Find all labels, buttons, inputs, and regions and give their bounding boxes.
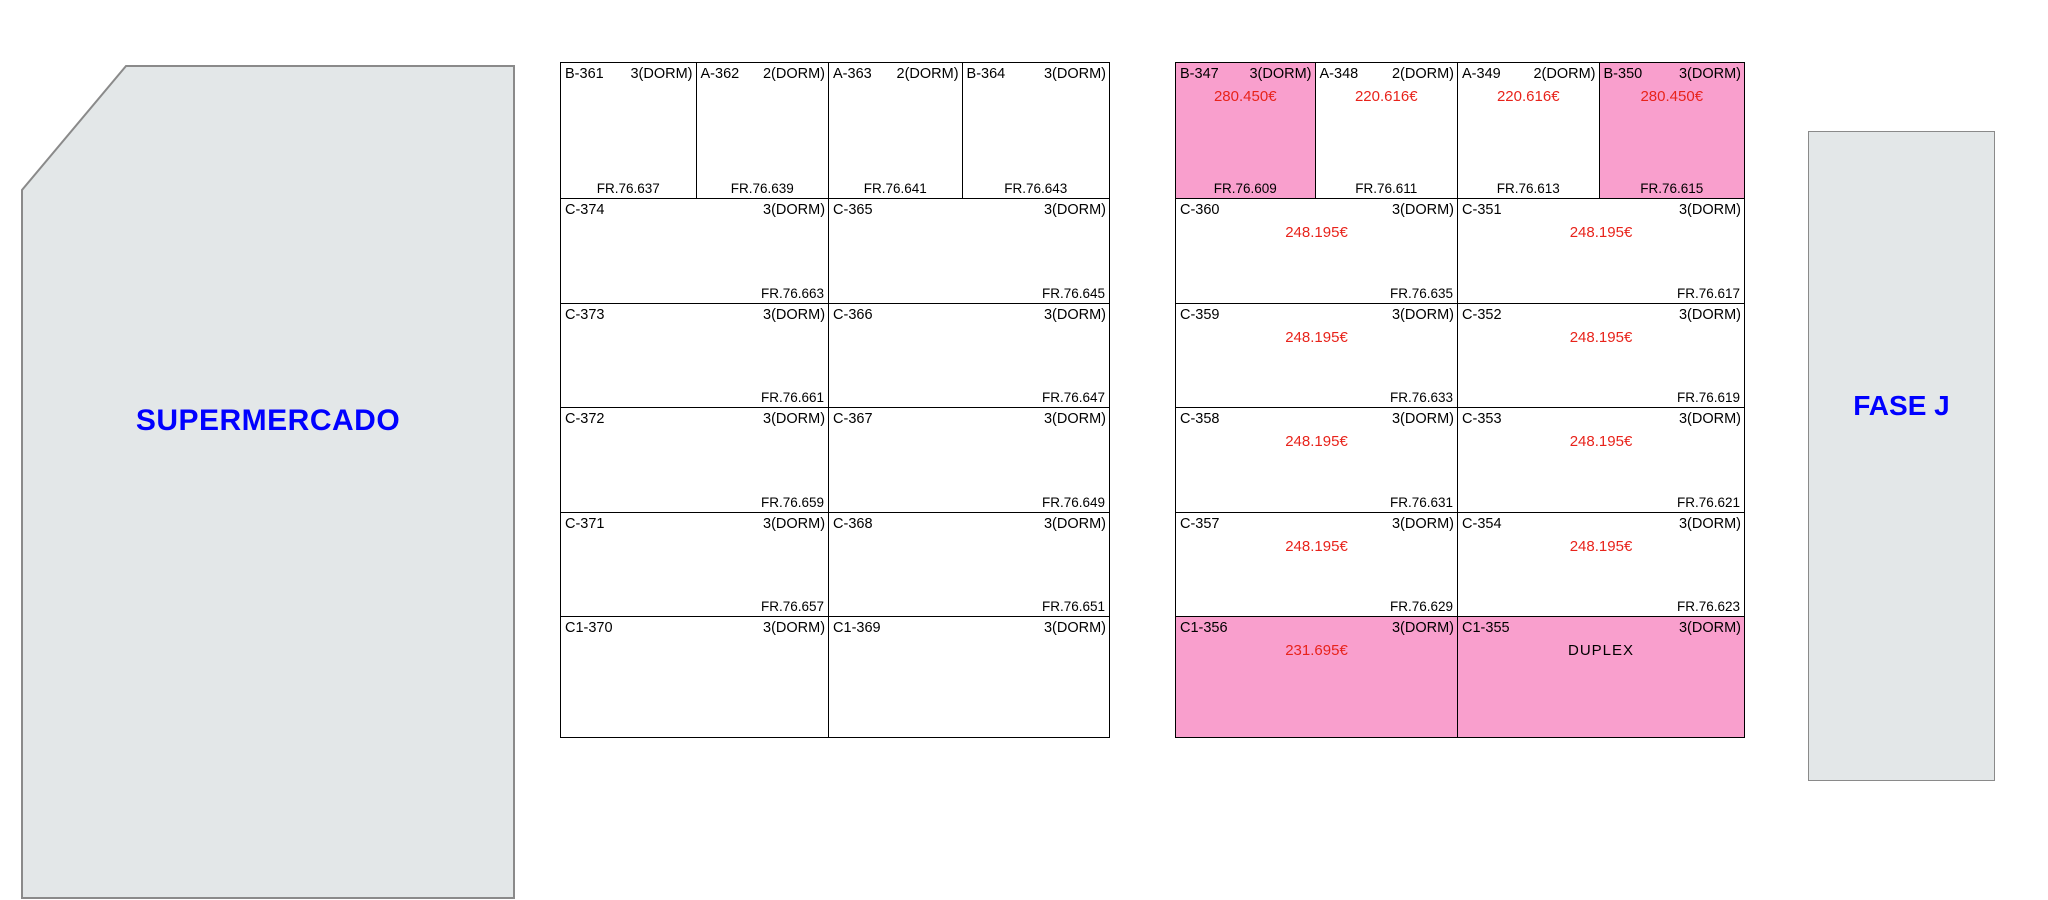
parcel-row — [561, 408, 1109, 513]
parcel-code: C-367 — [833, 411, 873, 427]
parcel-price: 231.695€ — [1285, 642, 1348, 659]
parcel-bedrooms: 3(DORM) — [1678, 411, 1741, 427]
parcel-code: C-359 — [1180, 307, 1220, 323]
parcel-cell[interactable] — [561, 199, 829, 303]
parcel-code: C-365 — [833, 202, 873, 218]
parcel-row — [1176, 513, 1744, 617]
parcel-cell[interactable] — [829, 408, 1109, 512]
parcel-registry-number: FR.76.623 — [1676, 599, 1740, 614]
parcel-code: B-347 — [1180, 66, 1219, 82]
parcel-price: 220.616€ — [1354, 88, 1418, 105]
parcel-code: C-360 — [1180, 202, 1220, 218]
parcel-bedrooms: 3(DORM) — [1678, 202, 1741, 218]
parcel-bedrooms: 2(DORM) — [762, 66, 826, 82]
parcel-price: 248.195€ — [1285, 224, 1348, 241]
parcel-bedrooms: 3(DORM) — [1391, 620, 1455, 636]
parcel-code: C-354 — [1462, 516, 1502, 532]
parcel-registry-number: FR.76.629 — [1389, 599, 1454, 614]
parcel-bedrooms: 3(DORM) — [1043, 202, 1106, 218]
parcel-bedrooms: 2(DORM) — [1391, 66, 1455, 82]
parcel-cell[interactable] — [1600, 63, 1744, 198]
parcel-code: A-363 — [833, 66, 872, 82]
parcel-cell[interactable] — [1458, 617, 1744, 737]
parcel-cell[interactable] — [1176, 63, 1316, 198]
parcel-cell[interactable] — [1458, 408, 1744, 512]
parcel-bedrooms: 3(DORM) — [1391, 516, 1455, 532]
parcel-registry-number: FR.76.641 — [863, 181, 927, 196]
parcel-code: C1-370 — [565, 620, 613, 636]
parcel-code: C-353 — [1462, 411, 1502, 427]
parcel-code: C-368 — [833, 516, 873, 532]
parcel-cell[interactable] — [829, 199, 1109, 303]
supermercado-text: SUPERMERCADO — [135, 404, 401, 437]
parcel-registry-number: FR.76.617 — [1676, 286, 1740, 301]
parcel-registry-number: FR.76.611 — [1355, 181, 1418, 196]
parcel-registry-number: FR.76.643 — [1004, 181, 1068, 196]
parcel-bedrooms: 3(DORM) — [1678, 307, 1741, 323]
parcel-bedrooms: 3(DORM) — [630, 66, 693, 82]
parcel-price: 248.195€ — [1285, 538, 1348, 555]
parcel-code: C1-369 — [833, 620, 881, 636]
parcel-row — [1176, 617, 1744, 737]
parcel-cell[interactable] — [1458, 199, 1744, 303]
supermercado-shape — [18, 62, 518, 900]
parcel-cell[interactable] — [1176, 304, 1458, 407]
parcel-registry-number: FR.76.645 — [1041, 286, 1105, 301]
parcel-cell[interactable] — [697, 63, 830, 198]
parcel-code: C-374 — [565, 202, 605, 218]
parcel-cell[interactable] — [1458, 304, 1744, 407]
parcel-block-right — [1175, 62, 1745, 738]
parcel-code: A-348 — [1319, 66, 1359, 82]
parcel-registry-number: FR.76.649 — [1041, 495, 1105, 510]
parcel-cell[interactable] — [963, 63, 1109, 198]
parcel-price: 248.195€ — [1285, 433, 1348, 450]
parcel-price: 220.616€ — [1496, 88, 1560, 105]
parcel-row — [1176, 199, 1744, 304]
parcel-cell[interactable] — [1458, 63, 1600, 198]
parcel-code: C1-356 — [1180, 620, 1228, 636]
parcel-cell[interactable] — [829, 304, 1109, 407]
parcel-code: C-366 — [833, 307, 873, 323]
parcel-cell[interactable] — [1176, 408, 1458, 512]
parcel-bedrooms: 2(DORM) — [896, 66, 959, 82]
parcel-bedrooms: 3(DORM) — [763, 202, 826, 218]
parcel-row — [561, 513, 1109, 617]
parcel-cell[interactable] — [829, 513, 1109, 616]
parcel-row — [1176, 408, 1744, 513]
parcel-registry-number: FR.76.609 — [1213, 181, 1277, 196]
parcel-cell[interactable] — [1458, 513, 1744, 616]
parcel-code: A-362 — [700, 66, 740, 82]
parcel-bedrooms: 3(DORM) — [1043, 620, 1106, 636]
parcel-cell[interactable] — [829, 617, 1109, 737]
parcel-cell[interactable] — [1176, 617, 1458, 737]
parcel-registry-number: FR.76.661 — [760, 390, 825, 405]
parcel-bedrooms: 3(DORM) — [1678, 620, 1741, 636]
parcel-cell[interactable] — [561, 304, 829, 407]
parcel-price: 248.195€ — [1569, 538, 1633, 555]
parcel-code: C-358 — [1180, 411, 1220, 427]
parcel-registry-number: FR.76.633 — [1389, 390, 1454, 405]
parcel-cell[interactable] — [561, 513, 829, 616]
parcel-registry-number: FR.76.619 — [1676, 390, 1740, 405]
parcel-bedrooms: 3(DORM) — [1678, 66, 1741, 82]
parcel-registry-number: FR.76.615 — [1640, 181, 1704, 196]
parcel-bedrooms: 3(DORM) — [763, 516, 826, 532]
parcel-code: A-349 — [1462, 66, 1501, 82]
parcel-code: C1-355 — [1462, 620, 1510, 636]
parcel-cell[interactable] — [1176, 199, 1458, 303]
parcel-bedrooms: 3(DORM) — [1043, 66, 1106, 82]
parcel-registry-number: FR.76.637 — [596, 181, 660, 196]
parcel-code: C-372 — [565, 411, 605, 427]
parcel-duplex-label: DUPLEX — [1567, 642, 1635, 659]
parcel-bedrooms: 2(DORM) — [1533, 66, 1596, 82]
parcel-cell[interactable] — [561, 617, 829, 737]
parcel-bedrooms: 3(DORM) — [1391, 411, 1455, 427]
parcel-code: C-357 — [1180, 516, 1220, 532]
parcel-bedrooms: 3(DORM) — [1043, 516, 1106, 532]
parcel-bedrooms: 3(DORM) — [1391, 307, 1455, 323]
parcel-cell[interactable] — [561, 63, 697, 198]
parcel-row — [561, 304, 1109, 408]
parcel-registry-number: FR.76.659 — [760, 495, 825, 510]
parcel-cell[interactable] — [1316, 63, 1459, 198]
parcel-registry-number: FR.76.657 — [760, 599, 825, 614]
parcel-registry-number: FR.76.621 — [1676, 495, 1740, 510]
parcel-registry-number: FR.76.639 — [730, 181, 794, 196]
parcel-cell[interactable] — [561, 408, 829, 512]
parcel-row — [1176, 63, 1744, 199]
parcel-registry-number: FR.76.663 — [760, 286, 825, 301]
parcel-block-left — [560, 62, 1110, 738]
parcel-registry-number: FR.76.635 — [1389, 286, 1454, 301]
parcel-bedrooms: 3(DORM) — [1249, 66, 1312, 82]
parcel-registry-number: FR.76.631 — [1389, 495, 1454, 510]
parcel-code: B-350 — [1603, 66, 1643, 82]
parcel-price: 280.450€ — [1640, 88, 1704, 105]
parcel-bedrooms: 3(DORM) — [1391, 202, 1455, 218]
parcel-code: C-352 — [1462, 307, 1502, 323]
parcel-bedrooms: 3(DORM) — [763, 620, 826, 636]
parcel-bedrooms: 3(DORM) — [1678, 516, 1741, 532]
parcel-registry-number: FR.76.651 — [1041, 599, 1105, 614]
parcel-row — [561, 63, 1109, 199]
parcel-row — [561, 199, 1109, 304]
parcel-price: 248.195€ — [1285, 329, 1348, 346]
fase-j-label: FASE J — [1853, 390, 1950, 421]
parcel-row — [1176, 304, 1744, 408]
parcel-code: B-361 — [565, 66, 604, 82]
parcel-price: 248.195€ — [1569, 329, 1633, 346]
fase-j-block — [1808, 131, 1995, 781]
parcel-bedrooms: 3(DORM) — [1043, 411, 1106, 427]
parcel-price: 248.195€ — [1569, 224, 1633, 241]
parcel-bedrooms: 3(DORM) — [763, 307, 826, 323]
parcel-code: C-371 — [565, 516, 605, 532]
parcel-registry-number: FR.76.613 — [1496, 181, 1560, 196]
parcel-code: B-364 — [966, 66, 1006, 82]
parcel-row — [561, 617, 1109, 737]
parcel-code: C-373 — [565, 307, 605, 323]
parcel-bedrooms: 3(DORM) — [1043, 307, 1106, 323]
parcel-bedrooms: 3(DORM) — [763, 411, 826, 427]
parcel-price: 248.195€ — [1569, 433, 1633, 450]
parcel-cell[interactable] — [829, 63, 963, 198]
parcel-registry-number: FR.76.647 — [1041, 390, 1105, 405]
parcel-cell[interactable] — [1176, 513, 1458, 616]
parcel-price: 280.450€ — [1213, 88, 1277, 105]
parcel-code: C-351 — [1462, 202, 1502, 218]
